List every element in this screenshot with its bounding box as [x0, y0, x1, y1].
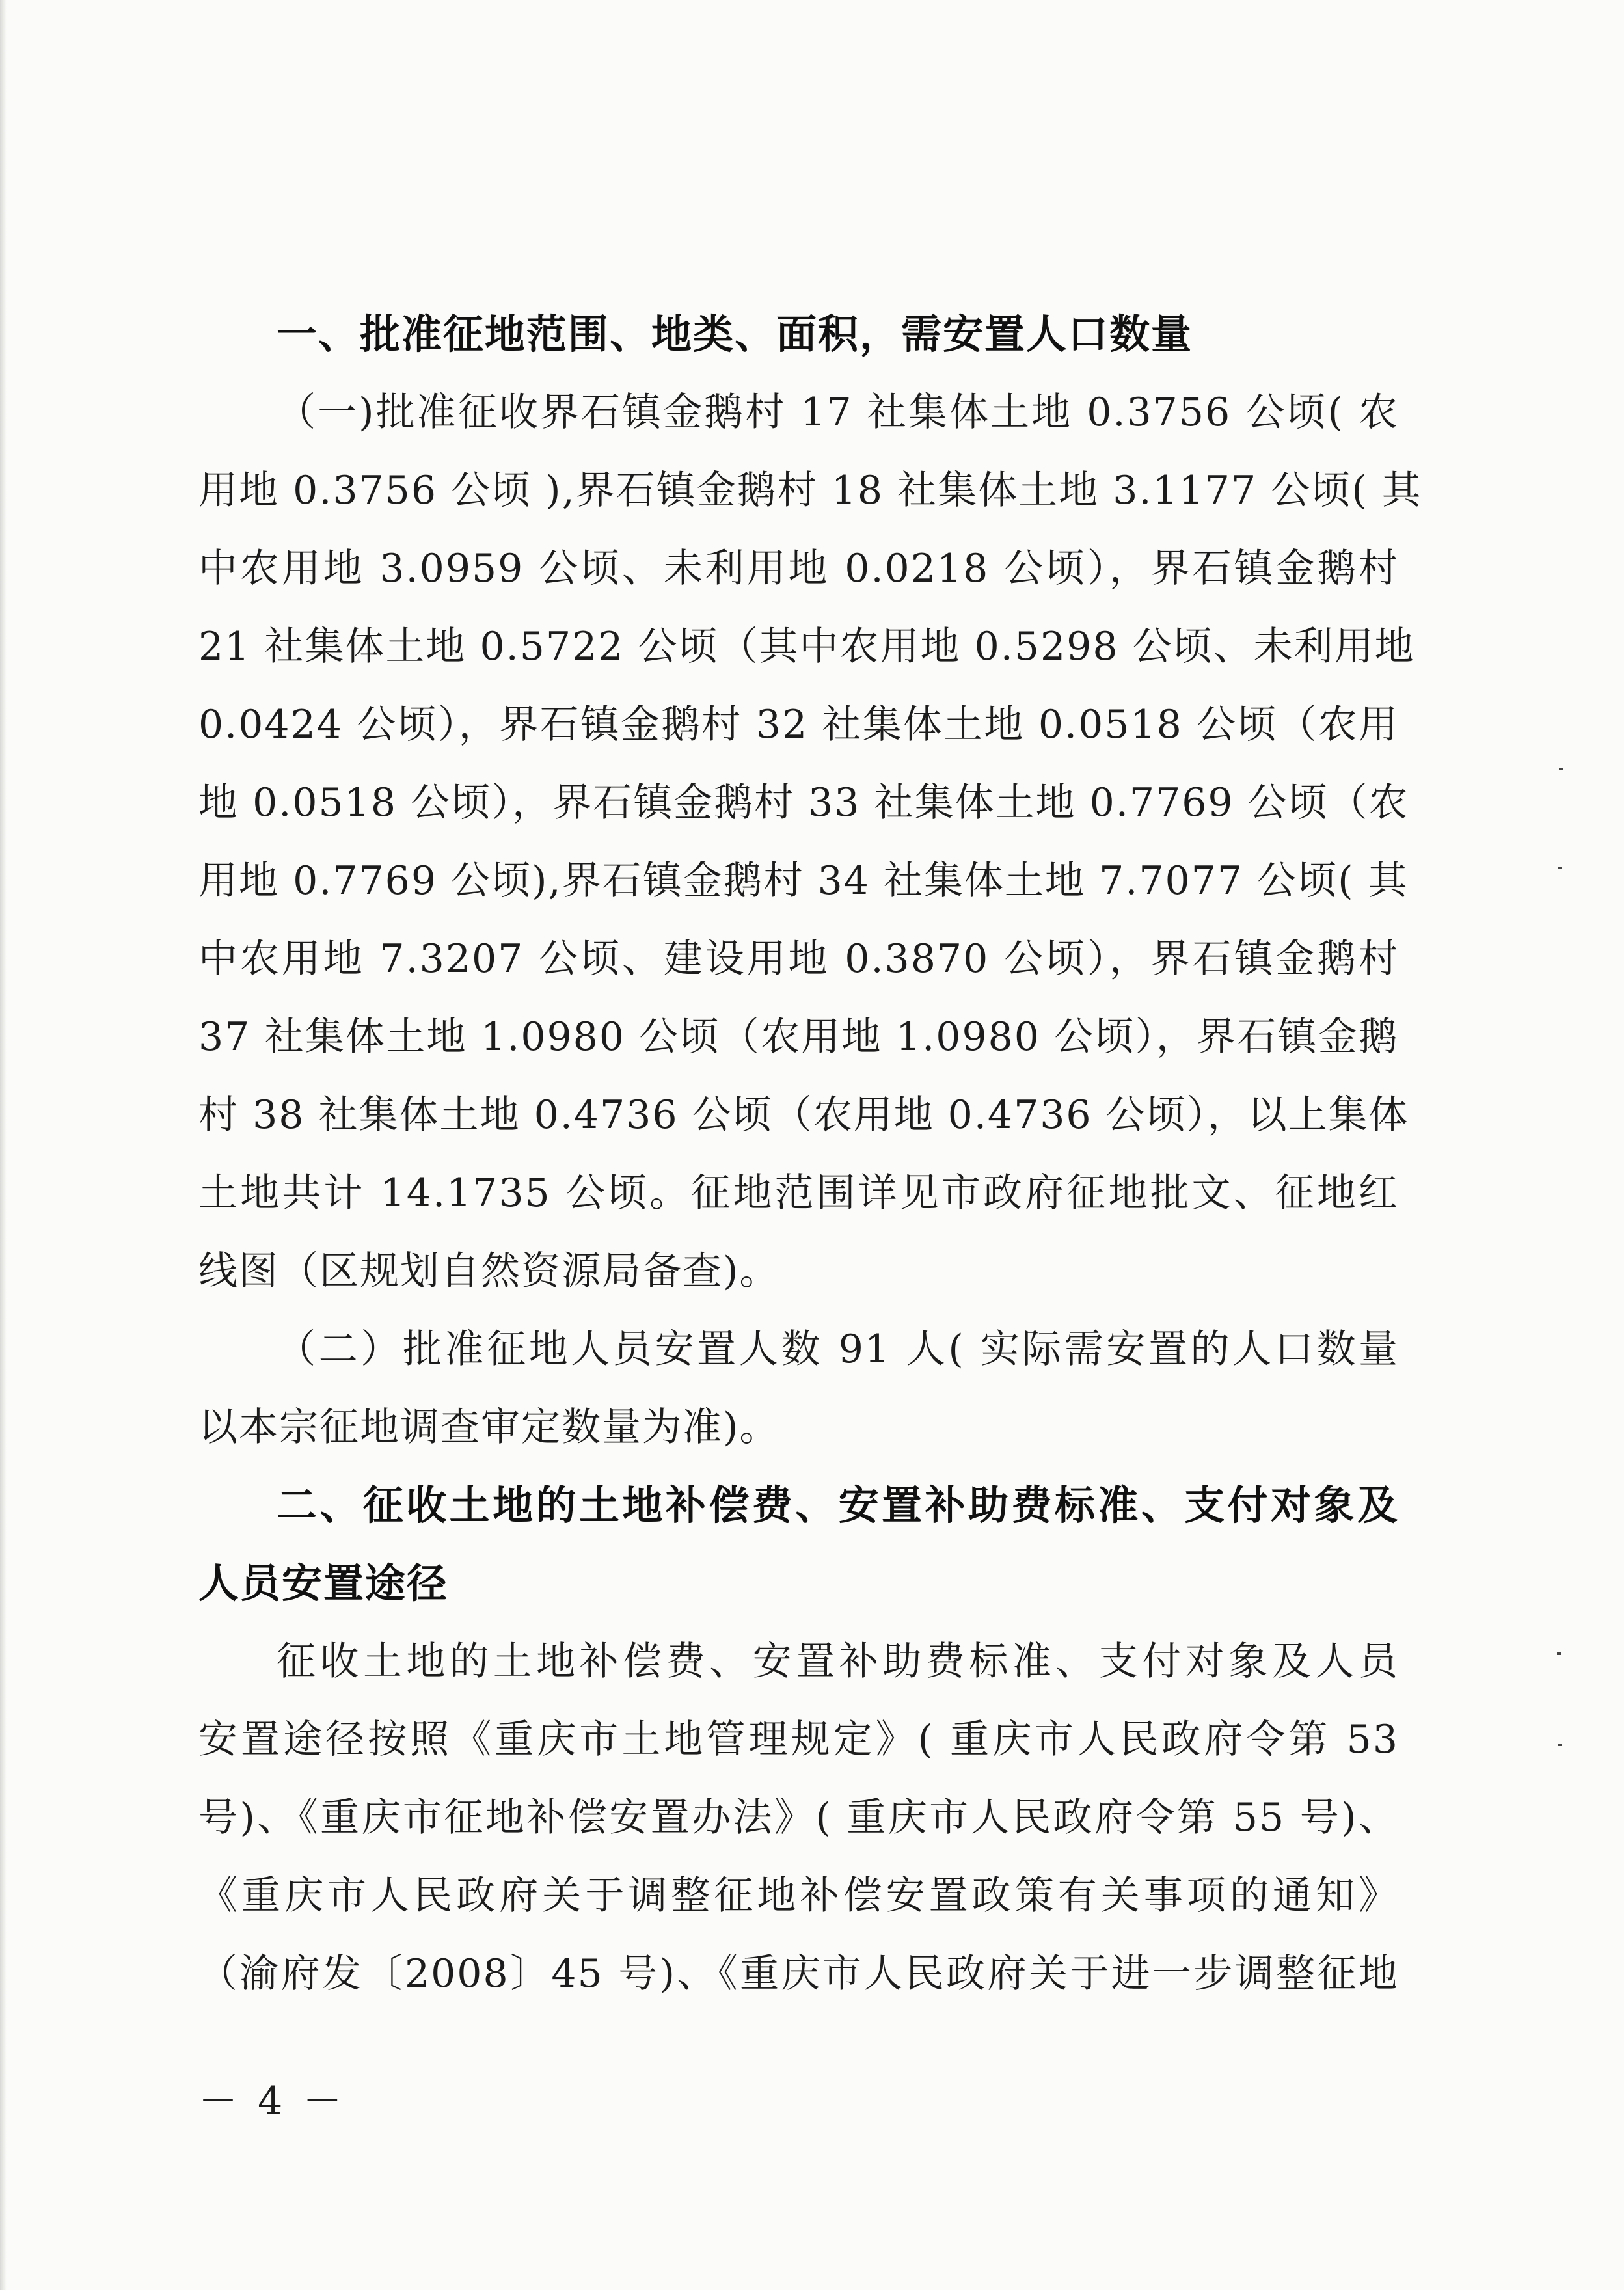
section-heading-1: 一、批准征地范围、地类、面积，需安置人口数量: [277, 310, 1193, 358]
paragraph-line: 中农用地 7.3207 公顷、建设用地 0.3870 公顷），界石镇金鹅村: [198, 936, 1399, 982]
scan-speck: [1558, 867, 1562, 869]
paragraph-line: 地 0.0518 公顷），界石镇金鹅村 33 社集体土地 0.7769 公顷（农: [198, 780, 1409, 826]
paragraph-line: （一)批准征收界石镇金鹅村 17 社集体土地 0.3756 公顷( 农: [277, 390, 1399, 435]
paragraph-line: 以本宗征地调查审定数量为准)。: [198, 1405, 780, 1450]
section-heading-2: 二、征收土地的土地补偿费、安置补助费标准、支付对象及: [277, 1481, 1399, 1529]
scan-speck: [1559, 768, 1563, 770]
scan-speck: [1558, 1744, 1562, 1746]
paragraph-line: 征收土地的土地补偿费、安置补助费标准、支付对象及人员: [277, 1639, 1399, 1684]
scan-speck: [1557, 1652, 1561, 1655]
page-number: － 4 －: [198, 2079, 346, 2124]
paragraph-line: 21 社集体土地 0.5722 公顷（其中农用地 0.5298 公顷、未利用地: [198, 624, 1415, 669]
paragraph-line: 中农用地 3.0959 公顷、未利用地 0.0218 公顷），界石镇金鹅村: [198, 546, 1399, 591]
paragraph-line: 0.0424 公顷），界石镇金鹅村 32 社集体土地 0.0518 公顷（农用: [198, 702, 1399, 748]
paragraph-line: 37 社集体土地 1.0980 公顷（农用地 1.0980 公顷），界石镇金鹅: [198, 1014, 1399, 1060]
paragraph-line: 用地 0.3756 公顷 ),界石镇金鹅村 18 社集体土地 3.1177 公顷( 其: [198, 468, 1422, 513]
paragraph-line: （二）批准征地人员安置人数 91 人( 实际需安置的人口数量: [277, 1327, 1399, 1372]
paragraph-line: 号)、《重庆市征地补偿安置办法》( 重庆市人民政府令第 55 号)、: [198, 1795, 1399, 1840]
paragraph-line: 村 38 社集体土地 0.4736 公顷（农用地 0.4736 公顷），以上集体: [198, 1092, 1409, 1138]
paragraph-line: 土地共计 14.1735 公顷。征地范围详见市政府征地批文、征地红: [198, 1170, 1399, 1216]
paragraph-line: 线图（区规划自然资源局备查)。: [198, 1248, 780, 1294]
paragraph-line: 《重庆市人民政府关于调整征地补偿安置政策有关事项的通知》: [198, 1873, 1399, 1919]
paragraph-line: 安置途径按照《重庆市土地管理规定》( 重庆市人民政府令第 53: [198, 1717, 1399, 1762]
paragraph-line: （渝府发〔2008〕45 号)、《重庆市人民政府关于进一步调整征地: [198, 1951, 1399, 1997]
scan-edge-shadow: [0, 0, 7, 2290]
paragraph-line: 用地 0.7769 公顷),界石镇金鹅村 34 社集体土地 7.7077 公顷( 其: [198, 858, 1409, 904]
section-heading-2-continued: 人员安置途径: [198, 1559, 449, 1607]
